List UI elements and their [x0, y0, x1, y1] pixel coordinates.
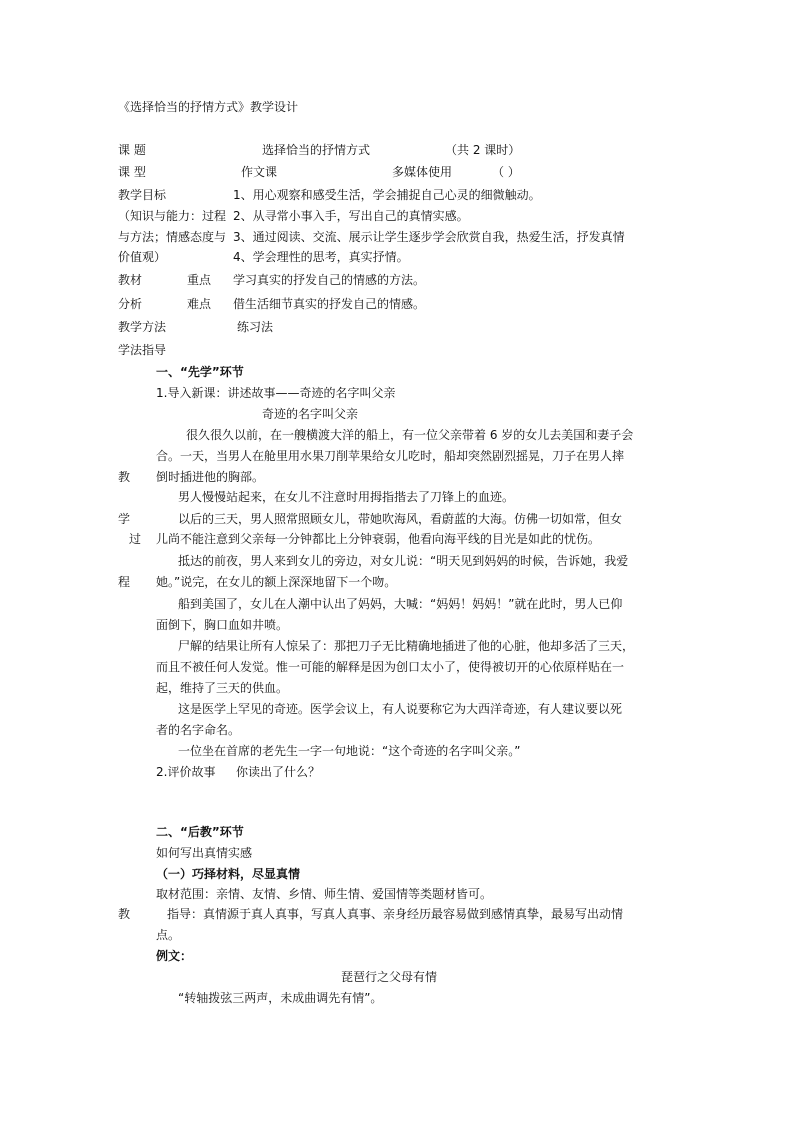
section1-intro: 1.导入新课：讲述故事——奇迹的名字叫父亲 [156, 386, 396, 400]
story-line: 一位坐在首席的老先生一字一句地说：“这个奇迹的名字叫父亲。” [178, 744, 521, 758]
story-line: 抵达的前夜，男人来到女儿的旁边，对女儿说：“明天见到妈妈的时候，告诉她，我爱 [178, 554, 629, 568]
label-type: 课 型 [118, 165, 146, 179]
media-value: （ ） [492, 165, 520, 179]
side-char-guo: 过 [129, 532, 142, 546]
label-jiaocai: 教材 [118, 273, 143, 287]
method-value: 练习法 [237, 320, 274, 334]
point-1: （一）巧择材料，尽显真情 [156, 867, 301, 881]
story-line: 倒时插进他的胸部。 [156, 470, 265, 484]
goal-item: 3、通过阅读、交流、展示让学生逐步学会欣赏自我，热爱生活，抒发真情 [233, 230, 625, 244]
label-method: 教学方法 [118, 320, 167, 334]
goal-item: 2、从寻常小事入手，写出自己的真情实感。 [233, 209, 469, 223]
label-nandian: 难点 [187, 297, 212, 311]
label-fenxi: 分析 [118, 297, 143, 311]
guide-line: 点。 [156, 928, 181, 942]
story-line: 以后的三天，男人照常照顾女儿，带她吹海风，看蔚蓝的大海。仿佛一切如常，但女 [178, 512, 623, 526]
scope-line: 取材范围：亲情、友情、乡情、师生情、爱国情等类题材皆可。 [156, 887, 493, 901]
story-line: 合。一天，当男人在舱里用水果刀削苹果给女儿吃时，船却突然剧烈摇晃，刀子在男人摔 [156, 449, 625, 463]
section2-heading: 二、“后教”环节 [156, 825, 244, 839]
goal-label-3: 与方法；情感态度与 [118, 230, 227, 244]
story-line: 男人慢慢站起来，在女儿不注意时用拇指揩去了刀锋上的血迹。 [178, 490, 515, 504]
type-value: 作文课 [241, 165, 278, 179]
side-char-jiao-2: 教 [118, 907, 131, 921]
media-label: 多媒体使用 [392, 165, 453, 179]
doc-title: 《选择恰当的抒情方式》教学设计 [118, 100, 299, 114]
side-char-cheng: 程 [118, 575, 131, 589]
story-line: 起，维持了三天的供血。 [156, 681, 289, 695]
goal-label: 教学目标 [118, 188, 167, 202]
side-char-xue: 学 [118, 512, 131, 526]
story-line: 很久很久以前，在一艘横渡大洋的船上，有一位父亲带着 6 岁的女儿去美国和妻子会 [186, 428, 634, 442]
section1-heading: 一、“先学”环节 [156, 365, 244, 379]
label-xuefa: 学法指导 [118, 343, 167, 357]
eval-label: 2.评价故事 [156, 765, 216, 779]
zhongdian-value: 学习真实的抒发自己的情感的方法。 [233, 273, 426, 287]
guide-line: 指导：真情源于真人真事，写真人真事、亲身经历最容易做到感情真挚，最易写出动情 [167, 907, 624, 921]
story-line: 儿尚不能注意到父亲每一分钟都比上分钟衰弱，他看向海平线的目光是如此的忧伤。 [156, 532, 601, 546]
story-title: 奇迹的名字叫父亲 [262, 407, 359, 421]
hours-value: （共 2 课时） [445, 143, 521, 157]
goal-item: 1、用心观察和感受生活，学会捕捉自己心灵的细微触动。 [233, 188, 541, 202]
label-topic: 课 题 [118, 143, 146, 157]
example-line: “转轴拨弦三两声，未成曲调先有情”。 [178, 991, 383, 1005]
story-line: 她。”说完，在女儿的额上深深地留下一个吻。 [156, 575, 397, 589]
story-line: 者的名字命名。 [156, 723, 241, 737]
story-line: 而且不被任何人发觉。惟一可能的解释是因为创口太小了，使得被切开的心依原样贴在一 [156, 660, 625, 674]
goal-item: 4、学会理性的思考，真实抒情。 [233, 250, 409, 264]
example-title: 琵琶行之父母有情 [341, 970, 438, 984]
story-line: 尸解的结果让所有人惊呆了：那把刀子无比精确地插进了他的心脏，他却多活了三天， [178, 639, 635, 653]
nandian-value: 借生活细节真实的抒发自己的情感。 [233, 297, 426, 311]
story-line: 船到美国了，女儿在人潮中认出了妈妈，大喊：“妈妈！妈妈！”就在此时，男人已仰 [178, 597, 623, 611]
section2-sub: 如何写出真情实感 [156, 846, 253, 860]
eval-question: 你读出了什么？ [236, 765, 321, 779]
goal-label-4: 价值观） [118, 250, 167, 264]
story-line: 这是医学上罕见的奇迹。医学会议上，有人说要称它为大西洋奇迹，有人建议要以死 [178, 702, 623, 716]
topic-value: 选择恰当的抒情方式 [262, 143, 371, 157]
goal-label-2: （知识与能力：过程 [118, 209, 227, 223]
label-zhongdian: 重点 [187, 273, 212, 287]
story-line: 面倒下，胸口血如井喷。 [156, 618, 289, 632]
example-label: 例文： [156, 949, 193, 963]
side-char-jiao: 教 [118, 470, 131, 484]
